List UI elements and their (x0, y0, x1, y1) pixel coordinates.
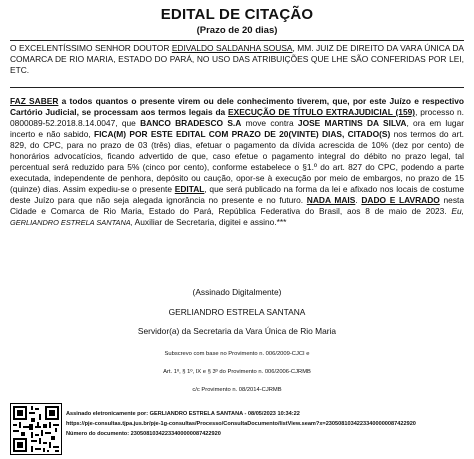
body-text-9: Auxiliar de Secretaria, digitei e assino.*** (132, 217, 287, 227)
signer-name: GERLIANDRO ESTRELA SANTANA (168, 307, 306, 317)
judge-name: EDIVALDO SALDANHA SOUSA (171, 43, 293, 53)
body-text-7: . (355, 195, 362, 205)
middle-divider (10, 87, 464, 88)
dado-e-lavrado: DADO E LAVRADO (361, 195, 440, 205)
page-title: EDITAL DE CITAÇÃO (160, 6, 314, 23)
execucao-title: EXECUÇÃO DE TÍTULO EXTRAJUDICIAL (159) (228, 107, 416, 117)
body-text-8: nesta Cidade e Comarca de Rio Maria, Estado do Pará, República Federativa do Brasil, aos 8 de maio de 2023. (10, 195, 464, 216)
intro-text-1: O EXCELENTÍSSIMO SENHOR DOUTOR (10, 43, 172, 53)
body-paragraph (10, 96, 464, 228)
page-subtitle: (Prazo de 20 dias) (196, 25, 278, 36)
legal-note-3: c/c Provimento n. 08/2014-CJRMB (192, 387, 282, 393)
intro-text-2: , MM. JUIZ DE DIREITO DA VARA ÚNICA DA COMARCA DE RIO MARIA, ESTADO DO PARÁ, NO USO DAS ATRIBUIÇÕES QUE LHE SÃO CONFERIDAS POR LEI, ETC. (10, 43, 464, 75)
digital-signature-note: (Assinado Digitalmente) (192, 287, 282, 297)
body-text-5: nos termos do art. 829, do CPC, para no prazo de 03 (três) dias, efetuar o pagamento da dívida acrescida de 10% (dez por cento) de honorários advocatícios, ficando advertido de que, caso efetue o pagamento integral do débito no prazo legal, tal percentual será reduzido para 5% (cinco por cento), conforme estabelece o §1.º do art. 827 do CPC, podendo a parte executada, independente de penhora, depósito ou caução, opor-se à execução por meio de embargos, no prazo de 15 (quinze) dias. Assim expediu-se o presente (10, 129, 464, 194)
footer-signed-by: Assinado eletronicamente por: GERLIANDRO ESTRELA SANTANA - 08/05/2023 10:34:22 (66, 411, 300, 417)
signer-role: Servidor(a) da Secretaria da Vara Única de Rio Maria (137, 326, 337, 336)
body-text-2: , processo n. 0800089-52.2018.8.14.0047, que (10, 107, 464, 128)
edital-word: EDITAL (174, 184, 205, 194)
auxiliar-signature-name: GERLIANDRO ESTRELA SANTANA, (10, 218, 133, 227)
legal-note-1: Subscrevo com base no Provimento n. 006/2009-CJCI e (164, 351, 310, 357)
qr-code[interactable] (10, 403, 62, 455)
eu-word: Eu, (451, 206, 464, 216)
top-divider (10, 40, 464, 41)
fica-citado: FICA(M) POR ESTE EDITAL COM PRAZO DE 20(VINTE) DIAS, CITADO(S) (93, 129, 391, 139)
body-text-4: , ora em lugar incerto e não sabido, (10, 118, 464, 139)
intro-paragraph (10, 43, 464, 76)
footer-document-number: Número do documento: 23050810342233400000087422920 (66, 431, 221, 437)
footer-consult-link[interactable]: https://pje-consultas.tjpa.jus.br/pje-1g-consultas/Processo/ConsultaDocumento/listView.seam?x=23050810342233400000087422920 (66, 421, 416, 427)
banco-name: BANCO BRADESCO S.A (140, 118, 242, 128)
nada-mais: NADA MAIS (306, 195, 356, 205)
defendant-name: JOSE MARTINS DA SILVA (297, 118, 407, 128)
body-text-6: , que será publicado na forma da lei e afixado nos locais de costume deste Juízo para que não seja alegada ignorância no presente e no futuro. (10, 184, 464, 205)
legal-note-2: Art. 1º, § 1º, IX e § 3º do Provimento n. 006/2006-CJRMB (163, 369, 311, 375)
signature-footer (66, 409, 472, 439)
body-text-1: a todos quantos o presente virem ou dele conhecimento tiverem, que, por este Juízo e respectivo Cartório Judicial, se processam aos termos legais da (10, 96, 465, 117)
body-text-3: move contra (241, 118, 298, 128)
faz-saber: FAZ SABER (10, 96, 59, 106)
qr-code-graphic (11, 404, 61, 454)
